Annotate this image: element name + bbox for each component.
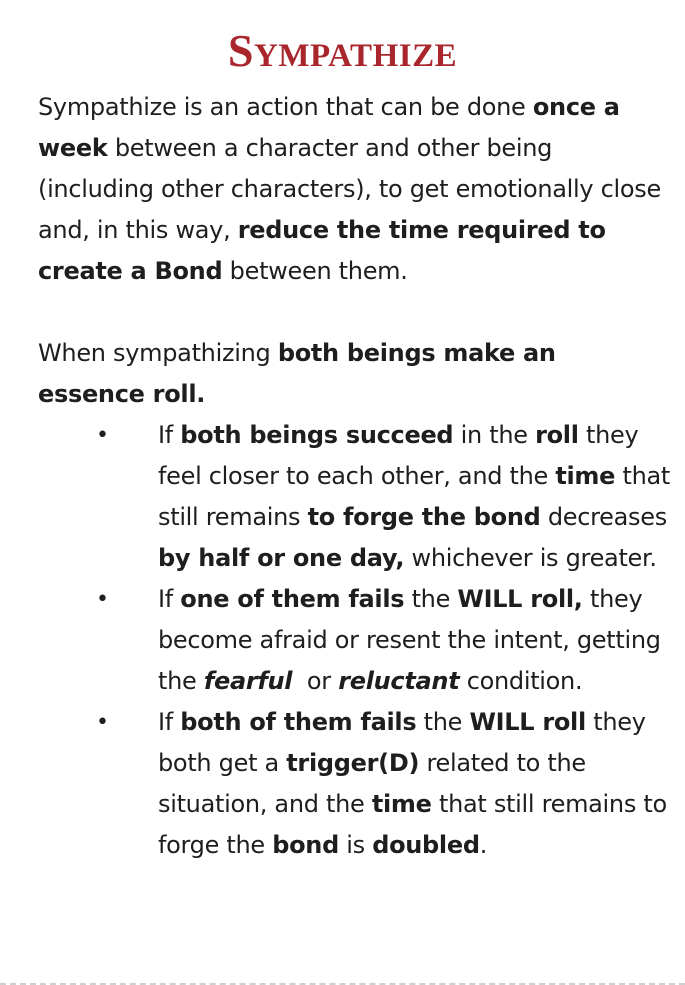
- text-span: condition.: [459, 667, 583, 695]
- bold-text: to forge the bond: [307, 503, 541, 531]
- bold-text: once a week: [38, 93, 620, 162]
- text-span: Sympathize is an action that can be done: [38, 93, 533, 121]
- text-span: decreases: [540, 503, 667, 531]
- outcome-list: [0, 415, 685, 866]
- text-span: If: [158, 708, 181, 736]
- bold-text: both of them fails: [180, 708, 417, 736]
- text-span: When sympathizing: [38, 339, 278, 367]
- text-span: that still remains: [158, 462, 670, 531]
- text-span: or: [292, 667, 339, 695]
- text-span: between them.: [222, 257, 408, 285]
- text-span: If: [158, 585, 181, 613]
- bold-text: time: [555, 462, 616, 490]
- text-span: is: [338, 831, 373, 859]
- text-span: related to the situation, and the: [158, 749, 586, 818]
- bullet-icon: •: [96, 423, 109, 448]
- text-span: the: [404, 585, 458, 613]
- list-item: [0, 702, 670, 866]
- bold-text: one of them fails: [180, 585, 405, 613]
- text-span: they feel closer to each other, and the: [158, 421, 639, 490]
- bold-text: bond: [272, 831, 339, 859]
- bullet-icon: •: [96, 587, 109, 612]
- bold-text: doubled: [372, 831, 480, 859]
- text-span: If: [158, 421, 181, 449]
- bold-text: WILL roll,: [457, 585, 583, 613]
- title-rest: YMPATHIZE: [253, 38, 458, 74]
- text-span: whichever is greater.: [404, 544, 657, 572]
- text-span: between a character and other being (including other characters), to get emotionally close and, in this way,: [38, 134, 661, 244]
- title-initial: S: [227, 25, 254, 76]
- roll-paragraph: [38, 333, 668, 415]
- text-span: they become afraid or resent the intent, getting the: [158, 585, 661, 695]
- bold-text: both beings succeed: [180, 421, 454, 449]
- intro-paragraph: [38, 87, 668, 292]
- bold-text: both beings make an essence roll.: [38, 339, 556, 408]
- text-span: .: [479, 831, 488, 859]
- bold-italic-text: fearful: [203, 667, 293, 695]
- text-span: the: [416, 708, 470, 736]
- bold-text: WILL roll: [469, 708, 586, 736]
- bold-text: trigger(D): [286, 749, 420, 777]
- page-title: [0, 25, 685, 76]
- list-item: [0, 579, 670, 702]
- text-span: in the: [453, 421, 536, 449]
- bold-text: time: [371, 790, 432, 818]
- list-item: [0, 415, 670, 579]
- bullet-icon: •: [96, 710, 109, 735]
- text-span: they both get a: [158, 708, 646, 777]
- text-span: that still remains to forge the: [158, 790, 667, 859]
- bold-italic-text: reluctant: [338, 667, 460, 695]
- bold-text: by half or one day,: [158, 544, 405, 572]
- bold-text: reduce the time required to create a Bond: [38, 216, 606, 285]
- bold-text: roll: [535, 421, 579, 449]
